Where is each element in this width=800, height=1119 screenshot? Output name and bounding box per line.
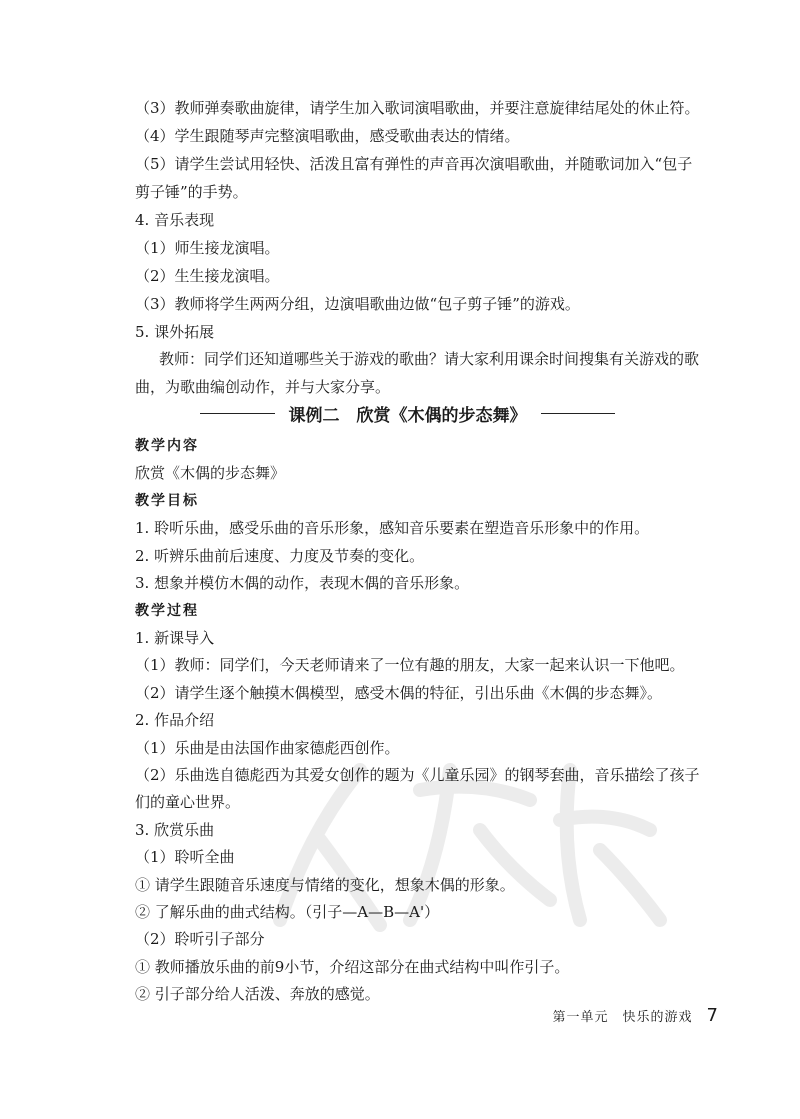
text-line: （3）教师将学生两两分组，边演唱歌曲边做“包子剪子锤”的游戏。 — [135, 295, 580, 313]
text-line: ② 引子部分给人活泼、奔放的感觉。 — [135, 985, 380, 1003]
text-line: ② 了解乐曲的曲式结构。（引子—A—B—A'） — [135, 903, 440, 921]
text-line: 剪子锤”的手势。 — [135, 183, 248, 201]
text-line: （1）乐曲是由法国作曲家德彪西创作。 — [135, 739, 400, 757]
text-line: （1）师生接龙演唱。 — [135, 239, 280, 257]
label-teaching-content: 教学内容 — [135, 438, 199, 454]
text-line: 欣赏《木偶的步态舞》 — [135, 464, 286, 482]
text-line: 教师：同学们还知道哪些关于游戏的歌曲？请大家利用课余时间搜集有关游戏的歌 — [159, 350, 700, 368]
lesson-title-row — [200, 400, 615, 426]
goal-item: 2. 听辨乐曲前后速度、力度及节奏的变化。 — [135, 547, 425, 565]
text-line: （1）教师：同学们，今天老师请来了一位有趣的朋友，大家一起来认识一下他吧。 — [135, 656, 685, 674]
text-line: ① 请学生跟随音乐速度与情绪的变化，想象木偶的形象。 — [135, 876, 515, 894]
goal-item: 1. 聆听乐曲，感受乐曲的音乐形象，感知音乐要素在塑造音乐形象中的作用。 — [135, 519, 650, 537]
section-heading: 2. 作品介绍 — [135, 711, 215, 729]
text-line: 曲，为歌曲编创动作，并与大家分享。 — [135, 378, 391, 396]
label-teaching-goals: 教学目标 — [135, 493, 199, 509]
section-heading: 3. 欣赏乐曲 — [135, 821, 215, 839]
text-line: （2）聆听引子部分 — [135, 930, 265, 948]
text-line: ① 教师播放乐曲的前9小节，介绍这部分在曲式结构中叫作引子。 — [135, 958, 570, 976]
section-heading: 5. 课外拓展 — [135, 323, 215, 341]
footer-unit-title: 第一单元 快乐的游戏 — [552, 1010, 693, 1025]
text-line: （5）请学生尝试用轻快、活泼且富有弹性的声音再次演唱歌曲，并随歌词加入“包子 — [135, 155, 693, 173]
page-number: 7 — [706, 1005, 718, 1026]
text-line: （2）生生接龙演唱。 — [135, 267, 280, 285]
title-rule-left — [200, 413, 275, 414]
text-line: 们的童心世界。 — [135, 793, 241, 811]
title-rule-right — [541, 413, 616, 414]
goal-item: 3. 想象并模仿木偶的动作，表现木偶的音乐形象。 — [135, 574, 470, 592]
label-teaching-process: 教学过程 — [135, 603, 199, 619]
text-line: （2）乐曲选自德彪西为其爱女创作的题为《儿童乐园》的钢琴套曲，音乐描绘了孩子 — [135, 766, 700, 784]
text-line: （1）聆听全曲 — [135, 848, 235, 866]
page-footer — [553, 1005, 718, 1026]
text-line: （3）教师弹奏歌曲旋律，请学生加入歌词演唱歌曲，并要注意旋律结尾处的休止符。 — [135, 99, 700, 117]
section-heading: 4. 音乐表现 — [135, 211, 215, 229]
text-line: （4）学生跟随琴声完整演唱歌曲，感受歌曲表达的情绪。 — [135, 127, 520, 145]
lesson-title: 课例二 欣赏《木偶的步态舞》 — [288, 405, 527, 426]
section-heading: 1. 新课导入 — [135, 629, 215, 647]
text-line: （2）请学生逐个触摸木偶模型，感受木偶的特征，引出乐曲《木偶的步态舞》。 — [135, 684, 663, 702]
